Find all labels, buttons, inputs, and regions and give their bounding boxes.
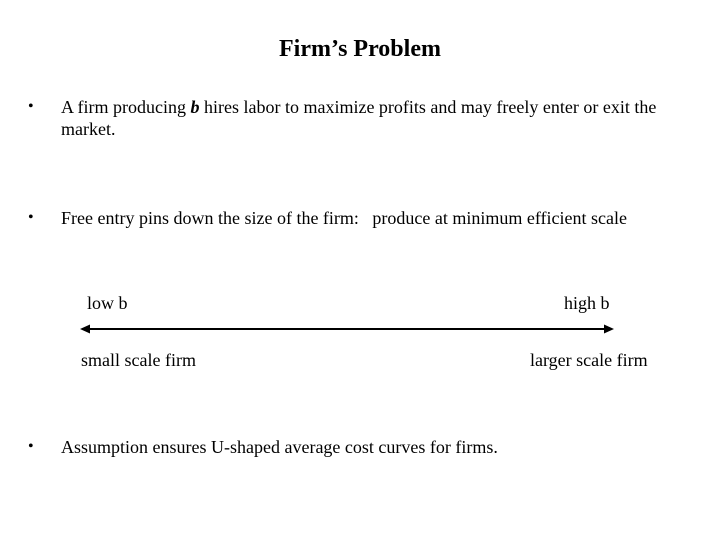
scale-label-low-b: low b: [87, 293, 128, 313]
arrow-left-head: [80, 325, 90, 334]
scale-label-high-b: high b: [564, 293, 610, 313]
arrow-right-head: [604, 325, 614, 334]
double-headed-arrow-icon: [80, 319, 614, 339]
slide-title: Firm’s Problem: [279, 36, 441, 62]
scale-label-small-scale-firm: small scale firm: [81, 350, 196, 370]
bullet-text: [61, 96, 701, 140]
scale-label-larger-scale-firm: larger scale firm: [530, 350, 648, 370]
bullet-text: Assumption ensures U-shaped average cost curves for firms.: [61, 437, 498, 457]
bullet-item-assumption: [28, 436, 700, 460]
bullet-marker: •: [28, 209, 34, 226]
bullet-text-start: A firm producing: [61, 97, 191, 117]
bullet-marker: •: [28, 438, 34, 455]
bullet-text: Free entry pins down the size of the firm: produce at minimum efficient scale: [61, 208, 627, 228]
bullet-item-firm-producing: [28, 96, 700, 146]
bullet-item-free-entry: [28, 207, 700, 231]
bullet-marker: •: [28, 98, 34, 115]
bullet-text-end: hires labor to maximize profits and may freely enter or exit the market.: [61, 97, 657, 139]
bullet-text-emphasis: b: [190, 97, 200, 117]
